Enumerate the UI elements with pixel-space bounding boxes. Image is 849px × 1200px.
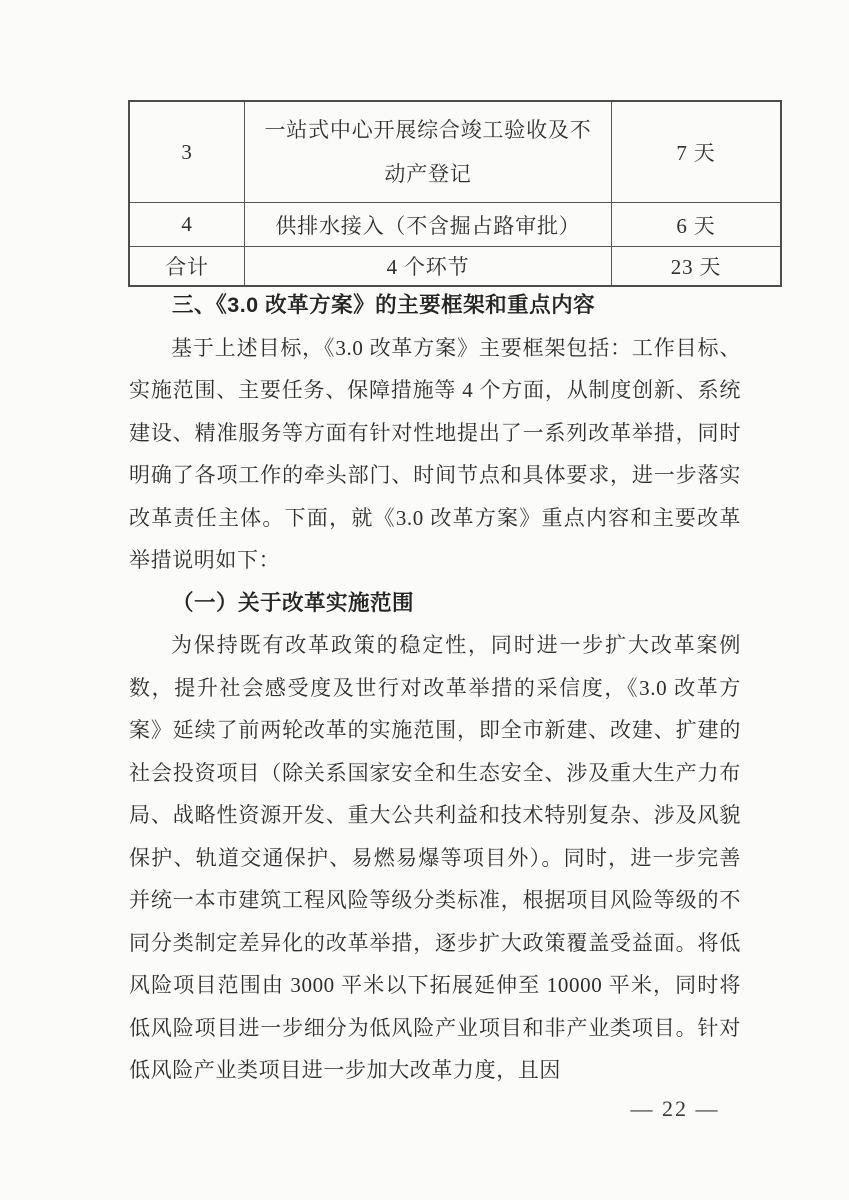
table-row: [129, 101, 781, 203]
table-row-total: [129, 247, 781, 287]
page-number: — 22 —: [630, 1096, 720, 1121]
table-cell-days: 7 天: [612, 101, 782, 203]
section-heading: 三、《3.0 改革方案》的主要框架和重点内容: [172, 293, 596, 317]
table-cell-seq: 4: [129, 203, 245, 247]
table-cell-seq: 3: [129, 101, 245, 203]
paragraph: 基于上述目标，《3.0 改革方案》主要框架包括：工作目标、实施范围、主要任务、保障措施等 4 个方面，从制度创新、系统建设、精准服务等方面有针对性地提出了一系列改革举措，同时明确了各项工作的牵头部门、时间节点和具体要求，进一步落实改革责任主体。下面，就《3.0 改革方案》重点内容和主要改革举措说明如下：: [129, 335, 741, 572]
paragraph: 为保持既有改革政策的稳定性，同时进一步扩大改革案例数，提升社会感受度及世行对改革举措的采信度，《3.0 改革方案》延续了前两轮改革的实施范围，即全市新建、改建、扩建的社会投资项目（除关系国家安全和生态安全、涉及重大生产力布局、战略性资源开发、重大公共利益和技术特别复杂、涉及风貌保护、轨道交通保护、易燃易爆等项目外）。同时，进一步完善并统一本市建筑工程风险等级分类标准，根据项目风险等级的不同分类制定差异化的改革举措，逐步扩大政策覆盖受益面。将低风险项目范围由 3000 平米以下拓展延伸至 10000 平米，同时将低风险项目进一步细分为低风险产业项目和非产业类项目。针对低风险产业类项目进一步加大改革力度，且因: [129, 633, 741, 1082]
subsection-heading: （一）关于改革实施范围: [172, 590, 415, 615]
table-cell-item: 一站式中心开展综合竣工验收及不动产登记: [245, 101, 612, 203]
approval-steps-table: [128, 100, 782, 287]
document-body: [129, 284, 741, 1092]
table-cell-days: 23 天: [612, 247, 782, 287]
table-cell-item: 供排水接入（不含掘占路审批）: [245, 203, 612, 247]
table-cell-item: 4 个环节: [245, 247, 612, 287]
table-row: [129, 203, 781, 247]
table-cell-seq: 合计: [129, 247, 245, 287]
table-cell-days: 6 天: [612, 203, 782, 247]
